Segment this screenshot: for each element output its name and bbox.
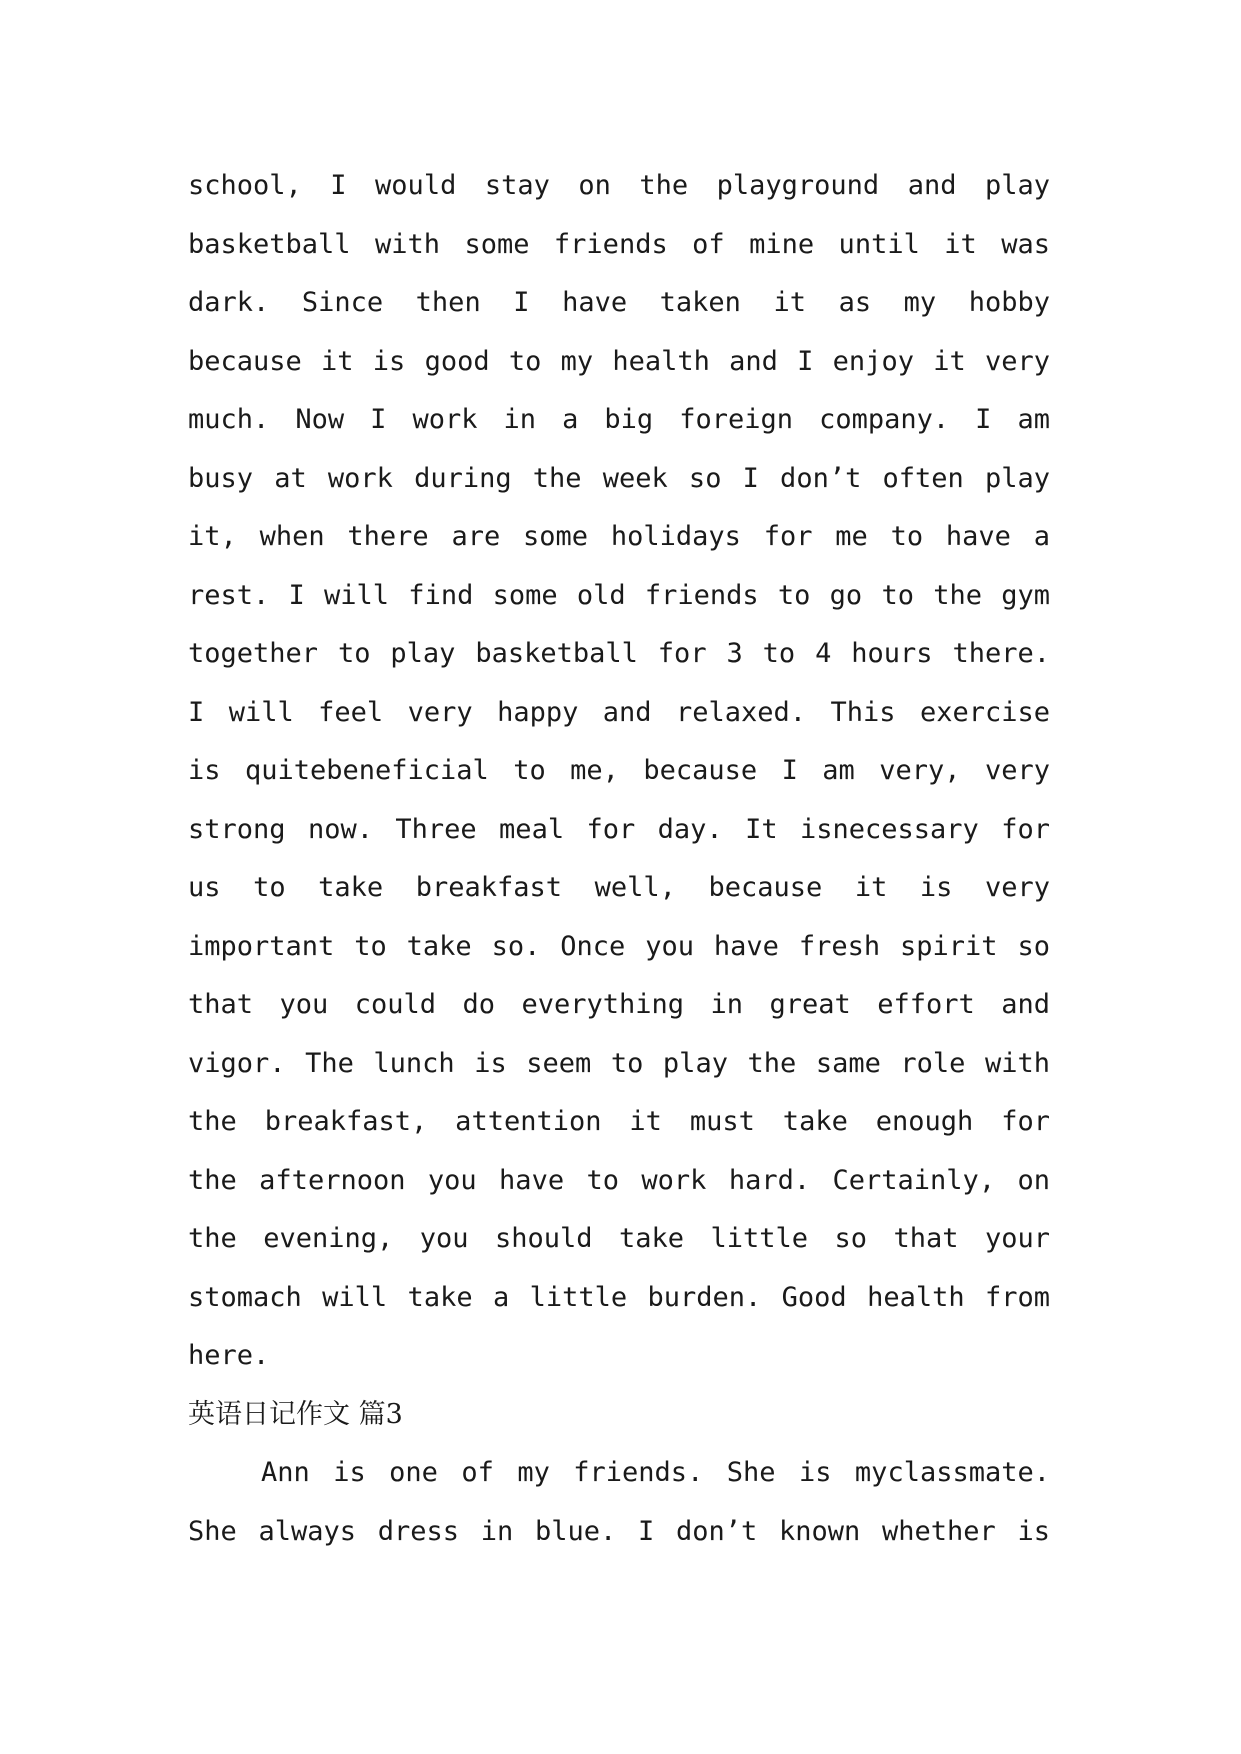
text-line: us to take breakfast well, because it is very xyxy=(188,872,1050,903)
text-line: the breakfast, attention it must take enough for xyxy=(188,1106,1050,1137)
text-line: busy at work during the week so I don’t often play xyxy=(188,462,1050,494)
paragraph xyxy=(188,1444,1050,1561)
text-line: Ann is one of my friends. She is myclassmate. xyxy=(261,1457,1050,1488)
text-line: I will feel very happy and relaxed. This exercise xyxy=(188,696,1050,728)
text-line: strong now. Three meal for day. It isnecessary for xyxy=(188,813,1050,845)
text-line: She always dress in blue. I don’t known whether is xyxy=(188,1515,1050,1547)
text-line: that you could do everything in great effort and xyxy=(188,989,1050,1020)
text-line: together to play basketball for 3 to 4 hours there. xyxy=(188,638,1050,669)
text-line: stomach will take a little burden. Good health from xyxy=(188,1281,1050,1313)
text-line: because it is good to my health and I enjoy it very xyxy=(188,345,1050,377)
text-line: the afternoon you have to work hard. Certainly, on xyxy=(188,1164,1050,1196)
text-line: the evening, you should take little so that your xyxy=(188,1223,1050,1254)
text-line: it, when there are some holidays for me to have a xyxy=(188,521,1050,552)
text-line: basketball with some friends of mine until it was xyxy=(188,228,1050,260)
text-line: vigor. The lunch is seem to play the same role with xyxy=(188,1047,1050,1079)
text-line: much. Now I work in a big foreign company. I am xyxy=(188,404,1050,435)
document-body xyxy=(188,157,1050,1561)
section-heading: 英语日记作文 篇3 xyxy=(188,1398,403,1430)
text-line: here. xyxy=(188,1340,270,1371)
text-line: important to take so. Once you have fresh spirit so xyxy=(188,930,1050,962)
text-line: dark. Since then I have taken it as my hobby xyxy=(188,287,1050,318)
text-line: school, I would stay on the playground and play xyxy=(188,170,1050,201)
text-line: is quitebeneficial to me, because I am very, very xyxy=(188,755,1050,786)
paragraph xyxy=(188,157,1050,1386)
text-line: rest. I will find some old friends to go to the gym xyxy=(188,579,1050,611)
